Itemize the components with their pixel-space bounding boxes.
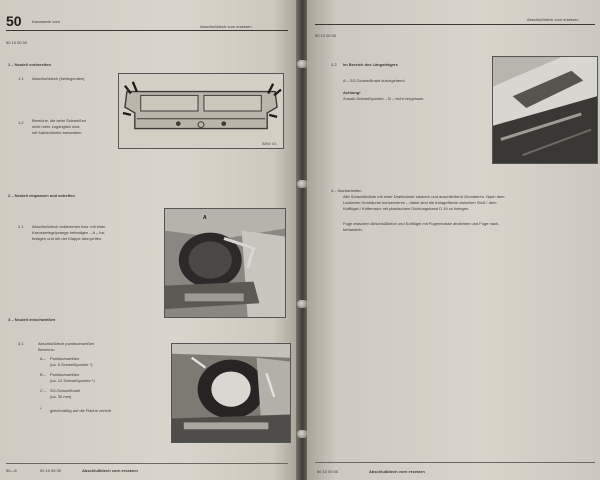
step-3-1-line: Abschlußblech punktschweißen — [38, 341, 95, 346]
figure-ref: BMW 5/1 — [262, 142, 277, 146]
page-header-right: Abschlußblech vorn ersetzen — [527, 17, 579, 22]
weld-area-line: Punktschweißen — [50, 372, 80, 377]
step-3-2-item-a: A – SG-Schweißnaht durchgehend — [343, 78, 405, 83]
footnote-text: gleichmäßig auf die Fläche verteilt — [50, 408, 111, 413]
clamp-photo — [165, 209, 285, 317]
rework-line: Kotflügel / Kofferraum mit plastischem Dichtungsband D 19 zu belegen. — [343, 206, 470, 211]
section-2-title: 2 – Neuteil einpassen und anheften — [8, 193, 75, 198]
rework-line: Lackieren Hohlräume konservieren – dabei sind die Anlagefläche zwischen Stoß / dem — [343, 200, 497, 205]
step-1-1-text: Abschlußblech (beiliegendes) — [32, 76, 85, 81]
step-2-1-line: Karosseriegripzange befestigen – A – ba- — [32, 230, 106, 235]
step-3-1-number: 3.1 — [18, 341, 24, 346]
footer-rule — [315, 462, 595, 463]
header-rule — [315, 24, 595, 25]
step-3-2-number: 3.2 — [331, 62, 337, 67]
side-member-photo — [493, 57, 597, 163]
figure-label-a: A — [203, 215, 207, 221]
chapter-title: Karosserie vorn — [32, 19, 61, 24]
footer-page-number: 50—6 — [6, 468, 17, 473]
step-1-1-number: 1.1 — [18, 76, 24, 81]
figure-clamp-photo — [164, 208, 286, 318]
step-2-1-number: 2.1 — [18, 224, 24, 229]
step-3-1-line: Bereiche: — [38, 347, 55, 352]
weld-area-line: (ca. 30 mm) — [50, 394, 72, 399]
figure-front-panel — [118, 73, 284, 149]
hint-text: Zusatz-Schweißpunkte – B – nicht vergessen. — [343, 96, 425, 101]
welding-photo — [172, 344, 290, 442]
step-2-1-line: festigen und mit der Klappe überprüfen. — [32, 236, 103, 241]
left-page — [0, 0, 298, 480]
doc-code: 50 10 00 00 — [6, 40, 28, 45]
footer-doc-code: 50 10 55 00 — [40, 468, 62, 473]
rework-line: Fuge zwischen Abschlußblech und Kotflügel mit Fugenmasse abdichten und Fuge nach- — [343, 221, 500, 226]
weld-area-key: B – — [40, 372, 47, 377]
header-rule — [6, 30, 288, 31]
step-1-2-number: 1.2 — [18, 120, 24, 125]
weld-area-line: Punktschweißen — [50, 356, 80, 361]
weld-area-line: (ca. 6 Schweißpunkte *) — [50, 362, 93, 367]
weld-area-line: (ca. 12 Schweißpunkte *) — [50, 378, 95, 383]
footnote-mark: * — [40, 406, 42, 411]
page-header-right: Abschlußblech vorn ersetzen — [200, 24, 252, 29]
step-3-2-title: Im Bereich des Längsträgers — [343, 62, 398, 67]
front-panel-drawing — [119, 74, 283, 148]
step-2-1-line: Abschlußblech anklemmen bzw. mit einer — [32, 224, 106, 229]
rework-line: behandeln. — [343, 227, 363, 232]
weld-area-line: SG-Schweißnaht — [50, 388, 81, 393]
figure-welding-photo — [171, 343, 291, 443]
figure-side-member-photo — [492, 56, 598, 164]
step-1-2-line: nicht mehr zugänglich sind, — [32, 124, 81, 129]
step-1-2-line: mit Kaltzinkfarbe behandeln. — [32, 130, 83, 135]
weld-area-key: C – — [40, 388, 47, 393]
doc-code: 50 10 00 00 — [315, 33, 337, 38]
step-1-2-line: Bereiche, die beim Schweißen — [32, 118, 87, 123]
section-1-title: 1 – Neuteil vorbereiten — [8, 62, 51, 67]
footer-doc-code: 50 10 00 00 — [317, 469, 339, 474]
section-4-title: 4 – Nacharbeiten — [331, 188, 362, 193]
footer-rule — [6, 463, 288, 464]
hint-title: Achtung! — [343, 90, 361, 95]
weld-area-key: A – — [40, 356, 46, 361]
chapter-number: 50 — [6, 13, 22, 29]
right-page — [307, 0, 600, 480]
footer-title: Abschlußblech vorn ersetzen — [369, 469, 425, 474]
rework-line: Alle Schweißnähte mit einer Drahtbürste säubern und anschließend Grundieren. Nach dem — [343, 194, 505, 199]
footer-title: Abschlußblech vorn ersetzen — [82, 468, 138, 473]
section-3-title: 3 – Neuteil einschweißen — [8, 317, 56, 322]
